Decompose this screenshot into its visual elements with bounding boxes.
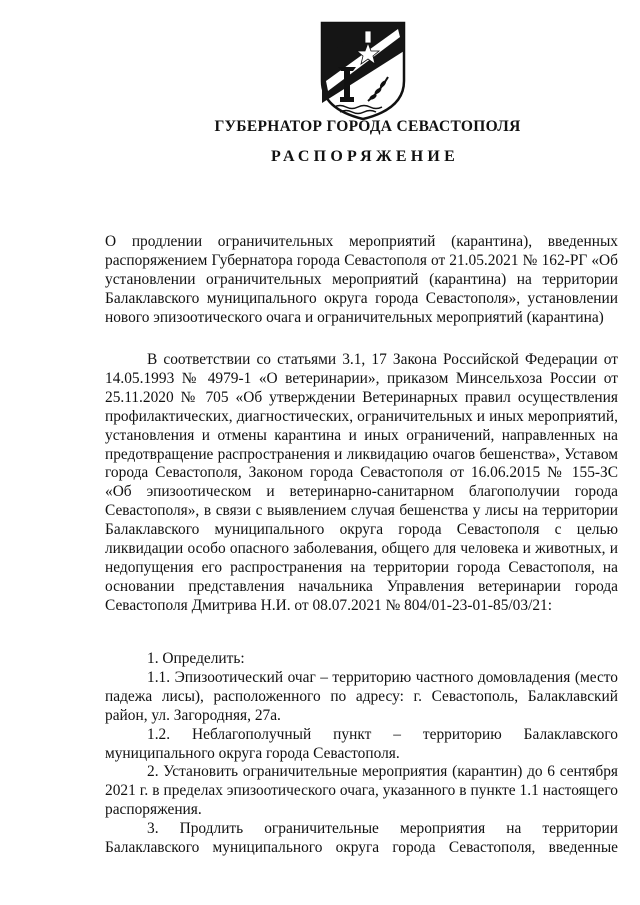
issuing-authority: ГУБЕРНАТОР ГОРОДА СЕВАСТОПОЛЯ — [214, 118, 521, 135]
order-item-1: 1. Определить: — [147, 650, 245, 667]
sevastopol-coat-of-arms-icon — [318, 21, 408, 121]
document-orders — [105, 650, 618, 858]
order-item-2: 2. Установить ограничительные мероприятия (карантин) до 6 сентября 2021 г. в пределах эпизоотического очага, указанного в пункте 1.1 настоящего распоряжения. — [105, 763, 618, 819]
order-item-1-1: 1.1. Эпизоотический очаг – территорию частного домовладения (место падежа лисы), расположенного по адресу: г. Севастополь, Балаклавский район, ул. Загородняя, 27а. — [105, 668, 618, 724]
document-type-title: РАСПОРЯЖЕНИЕ — [271, 148, 459, 165]
order-item-3: 3. Продлить ограничительные мероприятия на территории Балаклавского муниципального округа города Севастополя, введенные — [105, 820, 618, 857]
document-preamble — [105, 351, 618, 616]
subject-text: О продлении ограничительных мероприятий (карантина), введенных распоряжением Губернатора города Севастополя от 21.05.2021 № 162-РГ «Об установлении ограничительных мероприятий (карантина) на территории Балаклавского муниципального округа города Севастополя», установлении нового эпизоотического очага и ограничительных мероприятий (карантина) — [105, 233, 618, 326]
document-subject — [105, 233, 618, 328]
order-item-1-2: 1.2. Неблагополучный пункт – территорию Балаклавского муниципального округа города Севастополя. — [105, 725, 618, 762]
preamble-text: В соответствии со статьями 3.1, 17 Закона Российской Федерации от 14.05.1993 № 4979-1 «О ветеринарии», приказом Минсельхоза России от 25.11.2020 № 705 «Об утверждении Ветеринарных правил осуществления профилактических, диагностических, ограничительных и иных мероприятий, установления и отмены карантина и иных ограничений, направленных на предотвращение распространения и ликвидацию очагов бешенства», Уставом города Севастополя, Законом города Севастополя от 16.06.2015 № 155-ЗС «Об эпизоотическом и ветеринарно-санитарном благополучии города Севастополя», в связи с выявлением случая бешенства у лисы на территории Балаклавского муниципального округа города Севастополя с целью ликвидации особо опасного заболевания, общего для человека и животных, и недопущения его распространения на территории города Севастополя, на основании представления начальника Управления ветеринарии города Севастополя Дмитрива Н.И. от 08.07.2021 № 804/01-23-01-85/03/21: — [105, 351, 618, 614]
